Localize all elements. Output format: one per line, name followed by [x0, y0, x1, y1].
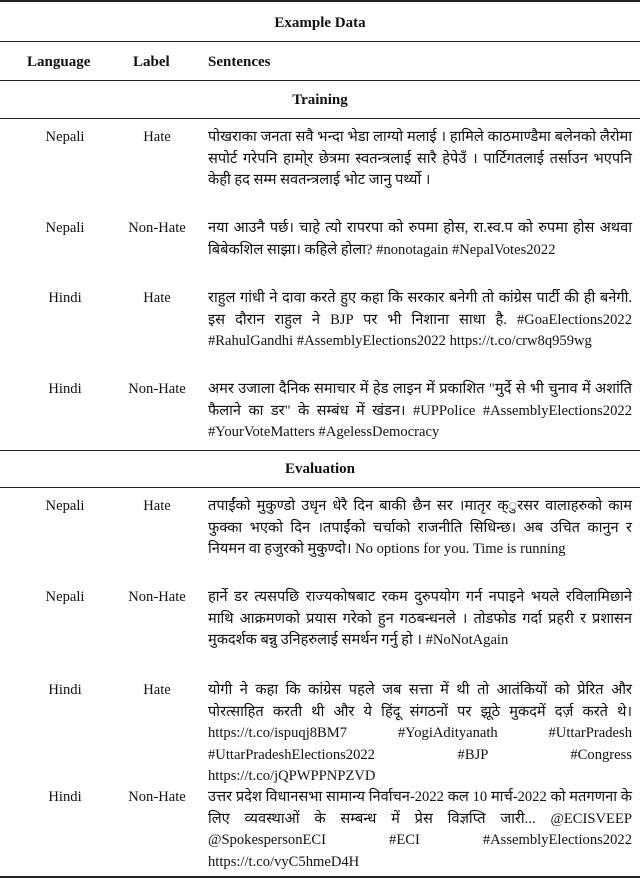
row-language: Nepali: [45, 220, 85, 236]
evaluation-section-title: Evaluation: [284, 461, 356, 477]
title-rule: [0, 41, 640, 42]
header-label: Label: [133, 54, 170, 70]
row-sentence: पोखराका जनता सवै भन्दा भेडा लाग्यो मलाई । हामिले काठमाण्डैमा बलेनको लैरोमा सपोर्ट गरेपनि हामो्र छेत्रमा स्वतन्त्रलाई सारै हेपेउँ । पार्टिगतलाई तर्साउन भएपनि केही हद सम्म सवतन्त्रलाई भोट जानु पर्थ्यो ।: [208, 129, 632, 188]
header-sentences: Sentences: [208, 54, 271, 70]
row-language: Hindi: [48, 381, 82, 397]
row-sentence: योगी ने कहा कि कांग्रेस पहले जब सत्ता में थी तो आतंकियों को प्रेरित और पोरत्साहित करती थी और ये हिंदू संगठनों पर झूठे मुकदमें दर्ज़ करते थे। https://t.co/ispuqj8BM7 #YogiAdityanath #UttarPradesh #UttarPradeshElections2022 #BJP #Congress https://t.co/jQPWPPNPZVD: [208, 682, 632, 784]
row-label: Non-Hate: [128, 381, 186, 397]
header-rule: [0, 80, 640, 81]
table-title: Example Data: [274, 15, 366, 31]
row-language: Nepali: [45, 589, 85, 605]
row-sentence: तपाईंको मुकुण्डो उधृन धेरै दिन बाकी छैन सर ।मातृर क्ुरसर वालाहरुको काम फुक्का भएको दिन ।तपाईंको चर्चाको राजनीति सिधिन्छ। अब उचित कानुन र नियमन वा हजुरको मुकुण्दो। No options for you. Time is running: [208, 498, 632, 557]
training-rule: [0, 118, 640, 119]
bottom-rule: [0, 876, 640, 878]
evaluation-top-rule: [0, 450, 640, 451]
row-label: Hate: [143, 682, 171, 698]
row-sentence: उत्तर प्रदेश विधानसभा सामान्य निर्वाचन-2022 कल 10 मार्च-2022 को मतगणना के लिए व्यवस्थाओं के सम्बन्ध में प्रेस विज्ञप्ति जारी... @ECISVEEP @SpokespersonECI #ECI #AssemblyElections2022 https://t.co/vyC5hmeD4H: [208, 789, 632, 870]
row-language: Hindi: [48, 682, 82, 698]
row-label: Hate: [143, 498, 171, 514]
row-label: Hate: [143, 129, 171, 145]
row-language: Hindi: [48, 290, 82, 306]
training-section-title: Training: [292, 92, 348, 108]
row-language: Hindi: [48, 789, 82, 805]
row-sentence: अमर उजाला दैनिक समाचार में हेड लाइन में प्रकाशित "मुर्दे से भी चुनाव में अशांति फैलाने का डर" के सम्बंध में खंडन। #UPPolice #AssemblyElections2022 #YourVoteMatters #AgelessDemocracy: [208, 381, 632, 440]
row-label: Non-Hate: [128, 220, 186, 236]
row-label: Non-Hate: [128, 589, 186, 605]
row-sentence: नया आउनै पर्छ। चाहे त्यो रापरपा को रुपमा होस, रा.स्व.प को रुपमा होस अथवा बिबेकशिल साझा। कहिले होला? #nonotagain #NepalVotes2022: [208, 220, 632, 258]
top-rule: [0, 0, 640, 2]
evaluation-rule: [0, 487, 640, 488]
row-language: Nepali: [45, 498, 85, 514]
row-label: Hate: [143, 290, 171, 306]
row-sentence: हार्ने डर त्यसपछि राज्यकोषबाट रकम दुरुपयोग गर्न नपाइने भयले रविलामिछाने माथि आक्रमणको प्रयास गरेको हुन गठबन्धनले । तोडफोड गर्दा प्रहरी र प्रशासन मुकदर्शक बन्नु उनिहरुलाई समर्थन गर्नु हो । #NoNotAgain: [208, 589, 632, 648]
row-label: Non-Hate: [128, 789, 186, 805]
header-language: Language: [27, 54, 91, 70]
row-language: Nepali: [45, 129, 85, 145]
row-sentence: राहुल गांधी ने दावा करते हुए कहा कि सरकार बनेगी तो कांग्रेस पार्टी की ही बनेगी. इस दौरान राहुल ने BJP पर भी निशाना साधा है. #GoaElections2022 #RahulGandhi #AssemblyElections2022 https://t.co/crw8q959wg: [208, 290, 632, 349]
